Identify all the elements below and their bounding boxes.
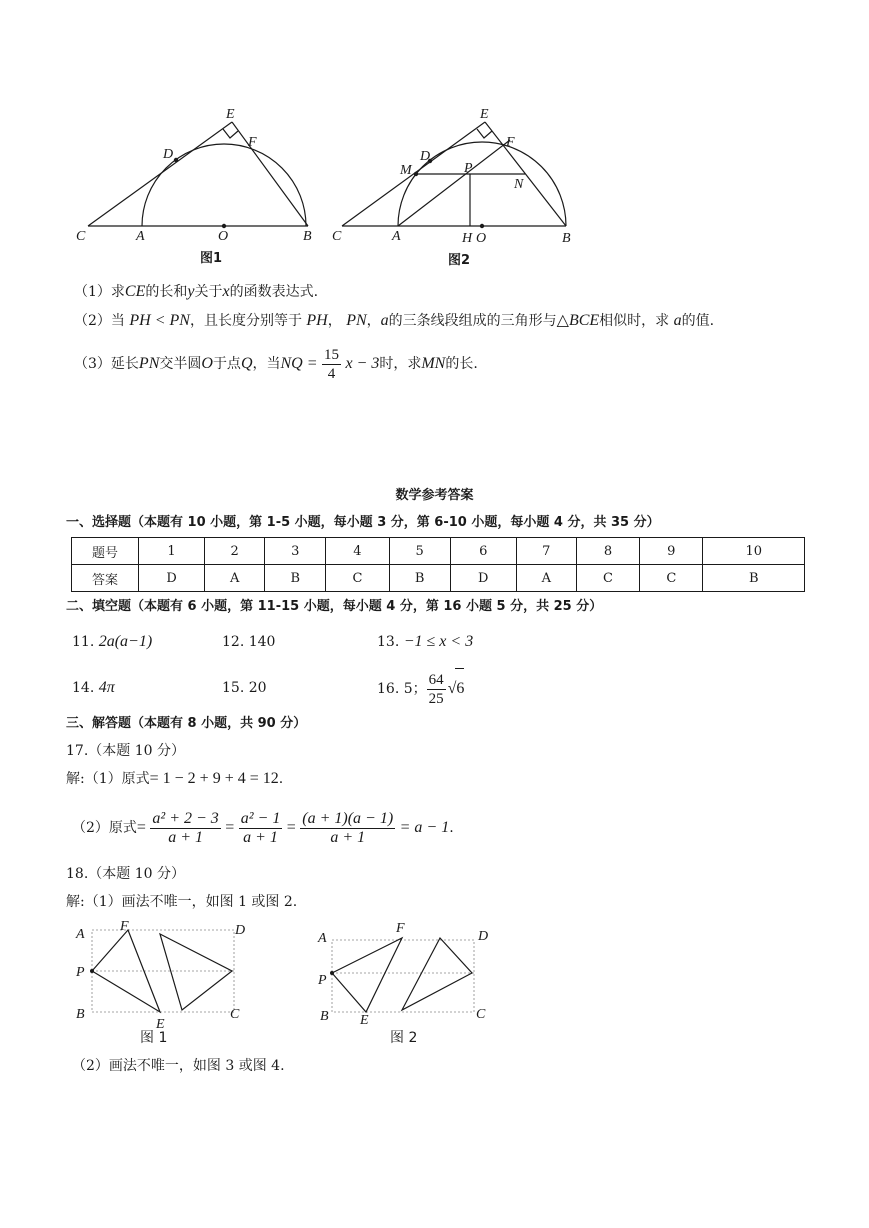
p17-line1-prefix: 解:（1）原式 xyxy=(66,771,150,787)
table-cell: C xyxy=(326,565,389,592)
q2-comma: ， xyxy=(327,313,342,329)
a13-value: −1 ≤ x < 3 xyxy=(403,633,474,650)
label-C-p18-fig2: C xyxy=(476,1007,486,1022)
q2-mid3: 相似时，求 xyxy=(599,313,670,329)
figure-1-diagram xyxy=(88,122,308,226)
problem-18-figures xyxy=(70,918,510,1048)
table-cell: 6 xyxy=(450,538,516,565)
label-P-p18-fig1: P xyxy=(76,965,85,980)
q3-mid3: ，当 xyxy=(252,356,281,372)
table-cell: A xyxy=(516,565,576,592)
label-D-p18-fig2: D xyxy=(478,929,489,944)
a16-label: 16. 5； xyxy=(377,681,427,697)
point-D-fig1 xyxy=(174,158,178,162)
equals-sign: = xyxy=(136,819,146,836)
label-C-fig2: C xyxy=(332,229,342,244)
a16-sqrt-value: 6 xyxy=(455,668,464,709)
a16-frac-num: 64 xyxy=(428,671,444,688)
q3-q: Q xyxy=(240,355,253,372)
q1-y: y xyxy=(187,283,195,300)
point-P-p18-fig1 xyxy=(90,969,94,973)
p17-f2-den: a + 1 xyxy=(243,828,278,846)
q3-frac-den: 4 xyxy=(327,365,336,382)
q2-mid2: 的三条线段组成的三角形与 xyxy=(388,313,557,329)
problem-18-title: 18.（本题 10 分） xyxy=(66,866,185,882)
label-E-fig1: E xyxy=(226,107,235,122)
q2-comma2: ， xyxy=(366,313,381,329)
label-D-p18-fig1: D xyxy=(235,923,246,938)
point-P-p18-fig2 xyxy=(330,971,334,975)
section1-heading: 一、选择题（本题有 10 小题，第 1-5 小题，每小题 3 分，第 6-10 小题，每小题 4 分，共 35 分） xyxy=(66,515,660,530)
table-cell: 8 xyxy=(576,538,639,565)
label-A-p18-fig2: A xyxy=(318,931,327,946)
q2-ph: PH xyxy=(306,312,328,329)
answer-13 xyxy=(377,632,473,652)
label-D-fig2: D xyxy=(420,149,431,164)
answer-12: 12. 140 xyxy=(222,634,276,650)
figure-2-diagram xyxy=(342,122,566,226)
a16-sqrt-sign: √ xyxy=(447,680,457,697)
a11-label: 11. xyxy=(72,634,95,650)
table-cell: 1 xyxy=(139,538,205,565)
label-E-fig2: E xyxy=(480,107,489,122)
label-A-fig2: A xyxy=(392,229,401,244)
label-F-p18-fig1: F xyxy=(120,919,129,934)
top-figures xyxy=(60,100,600,272)
figure-1-caption: 图1 xyxy=(200,251,223,266)
q2-triangle: △BCE xyxy=(556,312,600,329)
a11-value: 2a(a−1) xyxy=(98,633,153,650)
label-M-fig2: M xyxy=(400,163,412,178)
p17-tail-dot: . xyxy=(449,820,454,836)
label-A-fig1: A xyxy=(136,229,145,244)
point-O-fig2 xyxy=(480,224,484,228)
label-F-p18-fig2: F xyxy=(396,921,405,936)
question-2 xyxy=(74,311,714,331)
answer-title: 数学参考答案 xyxy=(395,488,474,503)
question-3 xyxy=(74,344,478,384)
table-header-number: 题号 xyxy=(72,538,139,565)
label-N-fig2: N xyxy=(514,177,524,192)
p18-figure-1-caption: 图 1 xyxy=(140,1030,168,1046)
q1-ce: CE xyxy=(124,283,146,300)
table-cell: D xyxy=(139,565,205,592)
q1-mid: 的长和 xyxy=(145,284,188,300)
table-cell: 4 xyxy=(326,538,389,565)
label-C-fig1: C xyxy=(76,229,86,244)
q3-pn: PN xyxy=(138,355,160,372)
problem-17-title: 17.（本题 10 分） xyxy=(66,743,185,759)
p17-f1-num: a² + 2 − 3 xyxy=(152,809,219,827)
label-C-p18-fig1: C xyxy=(230,1007,240,1022)
q2-a2: a xyxy=(673,312,682,329)
p17-f1-den: a + 1 xyxy=(168,828,203,846)
p18-figure-2-grid xyxy=(332,940,474,1012)
q3-mid2: 于点 xyxy=(212,356,241,372)
problem-17-part2 xyxy=(72,806,454,850)
table-row-answers xyxy=(72,565,805,592)
answer-table xyxy=(71,537,805,592)
point-O-fig1 xyxy=(222,224,226,228)
q3-prefix: （3）延长 xyxy=(74,356,139,372)
table-cell: 9 xyxy=(640,538,703,565)
p17-line1-suffix: . xyxy=(278,771,284,787)
a13-label: 13. xyxy=(377,634,400,650)
a14-label: 14. xyxy=(72,680,95,696)
q3-nq: NQ = xyxy=(280,355,318,372)
q3-expr-tail: x − 3 xyxy=(345,355,380,372)
problem-18-part1: 解:（1）画法不唯一，如图 1 或图 2. xyxy=(66,894,298,910)
table-cell: 7 xyxy=(516,538,576,565)
q2-a: a xyxy=(380,312,389,329)
q2-pn: PN xyxy=(346,312,367,329)
label-O-fig2: O xyxy=(476,231,487,246)
table-cell: 3 xyxy=(265,538,326,565)
p17-fraction-2 xyxy=(239,810,283,847)
label-B-fig2: B xyxy=(562,231,571,246)
p17-f3-num: (a + 1)(a − 1) xyxy=(302,809,394,827)
table-cell: 2 xyxy=(205,538,265,565)
label-B-p18-fig1: B xyxy=(76,1007,85,1022)
q1-prefix: （1）求 xyxy=(74,284,125,300)
q3-suffix: 的长. xyxy=(445,356,478,372)
p17-line1-expr: = 1 − 2 + 9 + 4 = 12 xyxy=(149,770,279,787)
p17-fraction-1 xyxy=(150,810,220,847)
a14-value: 4π xyxy=(98,679,115,696)
a16-frac-den: 25 xyxy=(428,690,444,707)
table-cell: 10 xyxy=(703,538,805,565)
q3-frac-num: 15 xyxy=(323,346,339,363)
label-A-p18-fig1: A xyxy=(76,927,85,942)
q3-fraction xyxy=(322,346,341,383)
table-cell: D xyxy=(450,565,516,592)
table-header-answer: 答案 xyxy=(72,565,139,592)
table-cell: B xyxy=(389,565,450,592)
label-P-p18-fig2: P xyxy=(318,973,327,988)
q1-x: x xyxy=(222,283,230,300)
answer-16 xyxy=(377,668,464,709)
section3-heading: 三、解答题（本题有 8 小题，共 90 分） xyxy=(66,716,307,731)
p17-f2-num: a² − 1 xyxy=(240,809,281,827)
label-B-fig1: B xyxy=(303,229,312,244)
problem-17-part1 xyxy=(66,769,283,789)
label-E-p18-fig2: E xyxy=(360,1013,369,1028)
q2-inequality: PH < PN xyxy=(129,312,190,329)
q1-mid2: 关于 xyxy=(194,284,223,300)
table-cell: 5 xyxy=(389,538,450,565)
label-O-fig1: O xyxy=(218,229,229,244)
p17-tail: = a − 1 xyxy=(399,819,450,836)
label-D-fig1: D xyxy=(163,147,174,162)
problem-18-part2: （2）画法不唯一，如图 3 或图 4. xyxy=(72,1058,285,1074)
p17-f3-den: a + 1 xyxy=(330,828,366,846)
q3-mid4: 时，求 xyxy=(379,356,422,372)
q3-o: O xyxy=(201,355,213,372)
question-1 xyxy=(74,282,318,302)
table-cell: C xyxy=(640,565,703,592)
a16-fraction xyxy=(427,671,446,708)
point-M-fig2 xyxy=(414,172,418,176)
label-P-fig2: P xyxy=(464,161,473,176)
label-F-fig2: F xyxy=(506,135,515,150)
q3-mn: MN xyxy=(421,355,446,372)
answer-15: 15. 20 xyxy=(222,680,267,696)
table-cell: B xyxy=(703,565,805,592)
table-cell: B xyxy=(265,565,326,592)
p17-line2-prefix: （2）原式 xyxy=(72,820,137,836)
label-F-fig1: F xyxy=(248,135,257,150)
equals-sign: = xyxy=(225,819,235,836)
answer-11 xyxy=(72,632,152,652)
label-H-fig2: H xyxy=(462,231,473,246)
p18-figure-2-caption: 图 2 xyxy=(390,1030,418,1046)
equals-sign: = xyxy=(286,819,296,836)
q2-mid: ，且长度分别等于 xyxy=(189,313,302,329)
label-E-p18-fig1: E xyxy=(156,1017,165,1032)
figure-2-caption: 图2 xyxy=(448,253,471,268)
table-row-numbers xyxy=(72,538,805,565)
table-cell: A xyxy=(205,565,265,592)
table-cell: C xyxy=(576,565,639,592)
q3-mid: 交半圆 xyxy=(159,356,202,372)
section2-heading: 二、填空题（本题有 6 小题，第 11-15 小题，每小题 4 分，第 16 小题 5 分，共 25 分） xyxy=(66,599,603,614)
p17-fraction-3 xyxy=(300,810,395,847)
p18-figure-2-triangles xyxy=(332,938,472,1012)
q2-prefix: （2）当 xyxy=(74,313,125,329)
q2-suffix: 的值. xyxy=(681,313,715,329)
label-B-p18-fig2: B xyxy=(320,1009,329,1024)
answer-14 xyxy=(72,678,115,698)
q1-suffix: 的函数表达式. xyxy=(229,284,319,300)
